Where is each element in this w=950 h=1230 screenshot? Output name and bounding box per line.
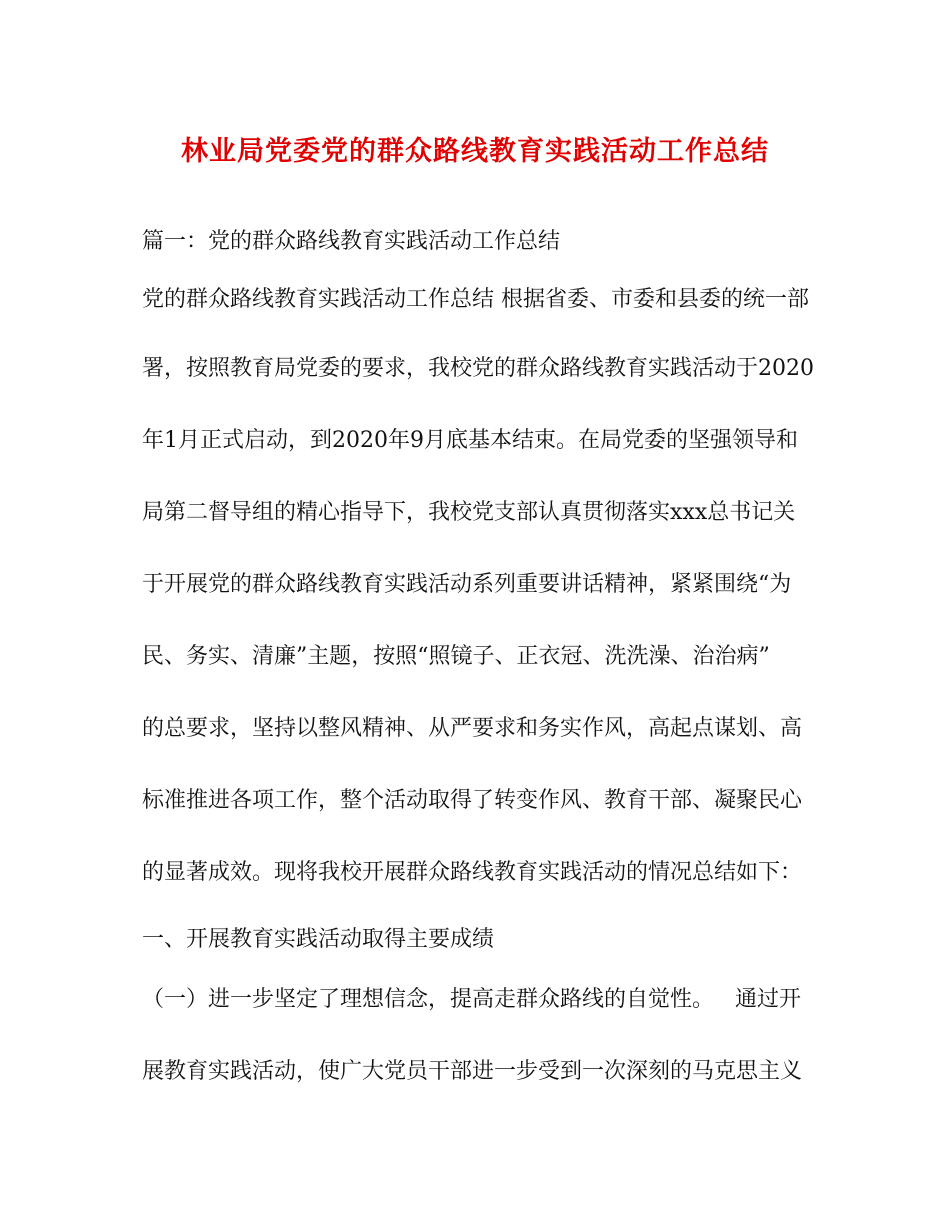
body-line: 署，按照教育局党委的要求，我校党的群众路线教育实践活动于2020: [142, 356, 814, 381]
body-line: 的显著成效。现将我校开展群众路线教育实践活动的情况总结如下：: [142, 860, 803, 885]
section-heading: 一、开展教育实践活动取得主要成绩: [142, 927, 495, 952]
body-line: 的总要求，坚持以整风精神、从严要求和务实作风，高起点谋划、高: [142, 716, 803, 741]
subsection-line: （一）进一步坚定了理想信念，提高走群众路线的自觉性。 通过开: [142, 987, 801, 1012]
body-line: 民、务实、清廉”主题，按照“照镜子、正衣冠、洗洗澡、治治病”: [142, 644, 770, 669]
body-line: 局第二督导组的精心指导下，我校党支部认真贯彻落实xxx总书记关: [142, 500, 796, 525]
section-heading: 篇一：党的群众路线教育实践活动工作总结: [142, 229, 561, 254]
body-line: 年1月正式启动，到2020年9月底基本结束。在局党委的坚强领导和: [142, 428, 798, 453]
document-title: 林业局党委党的群众路线教育实践活动工作总结: [181, 136, 769, 167]
body-line: 于开展党的群众路线教育实践活动系列重要讲话精神，紧紧围绕“为: [142, 572, 792, 597]
body-line: 标准推进各项工作，整个活动取得了转变作风、教育干部、凝聚民心: [142, 788, 803, 813]
body-line: 党的群众路线教育实践活动工作总结 根据省委、市委和县委的统一部: [142, 287, 809, 312]
body-line: 展教育实践活动，使广大党员干部进一步受到一次深刻的马克思主义: [142, 1059, 803, 1084]
